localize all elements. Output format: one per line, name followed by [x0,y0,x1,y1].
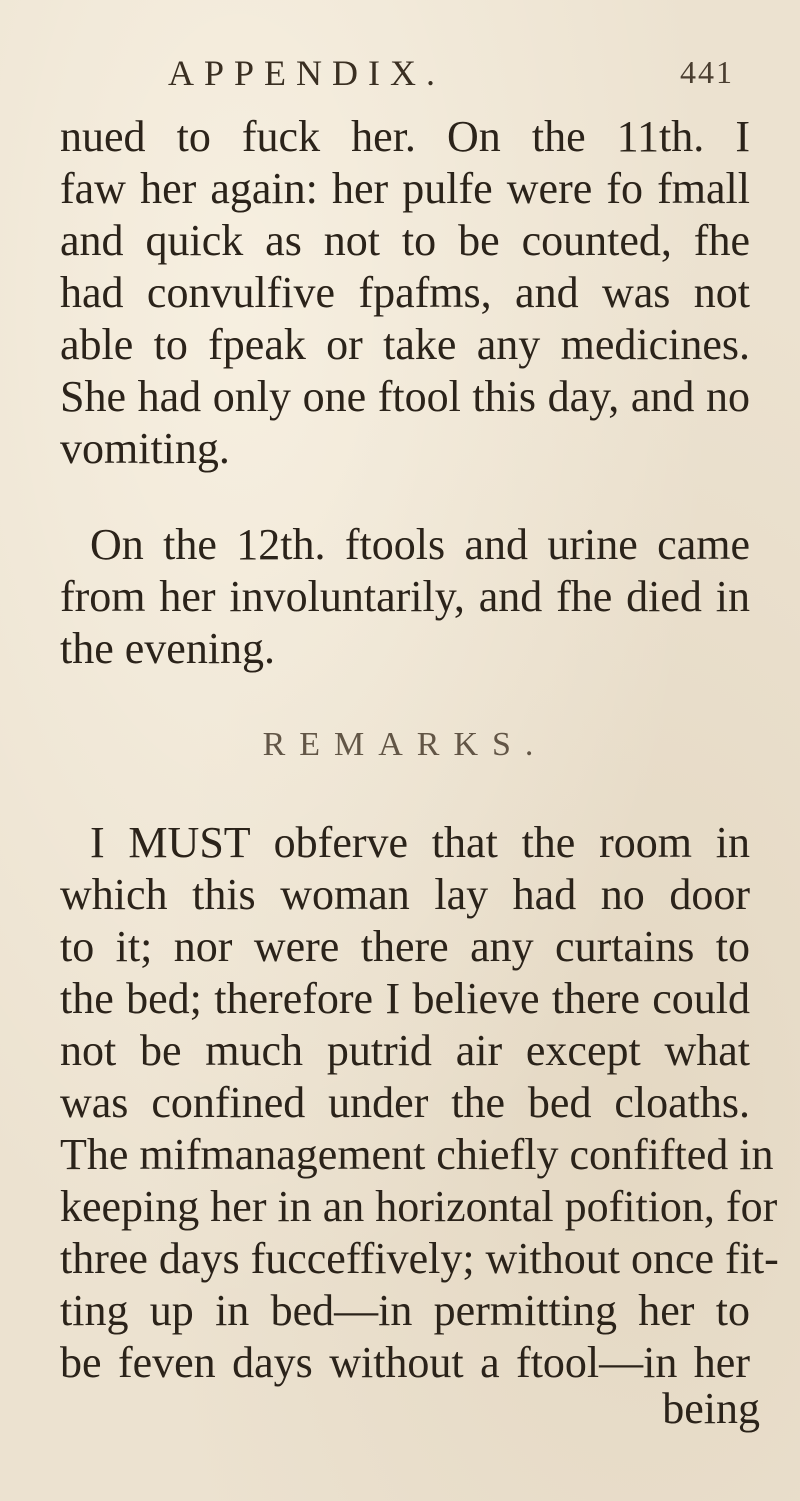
text-line: had convulfive fpafms, and was not [60,268,750,317]
running-head [0,0,800,120]
catchword: being [662,1384,760,1433]
text-line: to it; nor were there any curtains to [60,922,750,971]
text-line: three days fucceffively; without once fit- [60,1234,779,1283]
section-heading: REMARKS. [262,726,548,763]
text-line: On the 12th. ftools and urine came [90,520,750,569]
text-line: be feven days without a ftool—in her [60,1338,750,1387]
text-line: keeping her in an horizontal pofition, for [60,1182,778,1231]
text-line: I MUST obferve that the room in [90,818,750,867]
text-line: from her involuntarily, and fhe died in [60,572,750,621]
header-title: APPENDIX. [168,53,446,93]
text-line: and quick as not to be counted, fhe [60,216,750,265]
text-line: ting up in bed—in permitting her to [60,1286,750,1335]
text-line: She had only one ftool this day, and no [60,372,750,421]
text-line: faw her again: her pulfe were fo fmall [60,164,750,213]
page-number: 441 [680,54,734,90]
text-line: nued to fuck her. On the 11th. I [60,112,750,161]
text-line: the evening. [60,624,276,673]
text-line: vomiting. [60,424,230,473]
text-line: was confined under the bed cloaths. [60,1078,750,1127]
text-line: the bed; therefore I believe there could [60,974,750,1023]
text-line: The mifmanagement chiefly confifted in [60,1130,774,1179]
text-line: which this woman lay had no door [60,870,750,919]
text-line: able to fpeak or take any medicines. [60,320,750,369]
text-line: not be much putrid air except what [60,1026,750,1075]
